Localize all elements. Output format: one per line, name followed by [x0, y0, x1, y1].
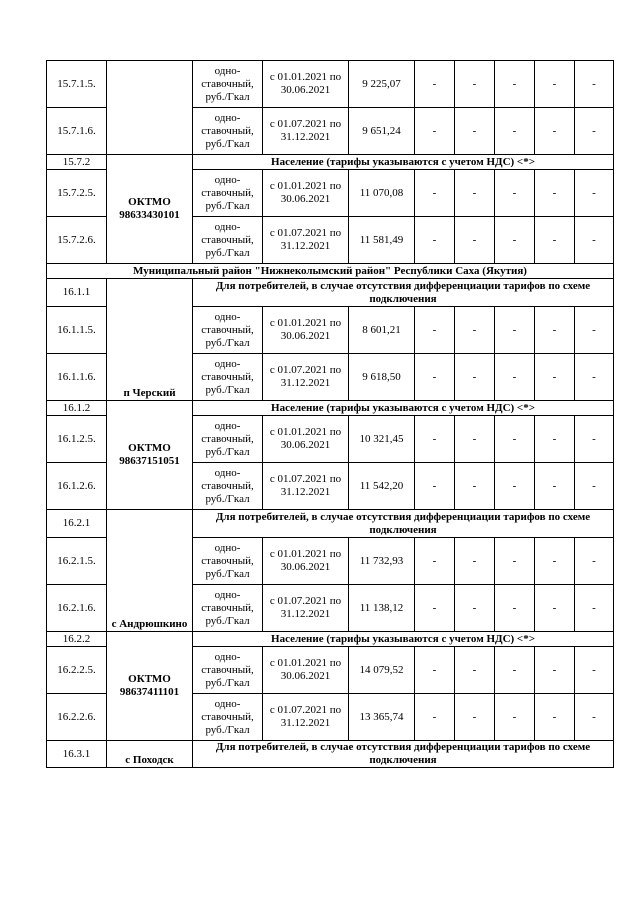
tariff-value: 11 542,20	[349, 463, 415, 510]
empty-cell: -	[415, 108, 455, 155]
tariff-value: 9 225,07	[349, 61, 415, 108]
tariff-value: 8 601,21	[349, 307, 415, 354]
section-header: Для потребителей, в случае отсутствия дифференциации тарифов по схеме подключения	[193, 510, 614, 538]
empty-cell: -	[575, 108, 614, 155]
tariff-table	[46, 60, 614, 768]
section-header: Население (тарифы указываются с учетом НДС) <*>	[193, 632, 614, 647]
tariff-type: одно-ставочный, руб./Гкал	[193, 170, 263, 217]
table-row	[47, 401, 614, 416]
section-header: Население (тарифы указываются с учетом НДС) <*>	[193, 401, 614, 416]
table-row	[47, 155, 614, 170]
empty-cell: -	[495, 307, 535, 354]
empty-cell: -	[415, 585, 455, 632]
tariff-period: с 01.07.2021 по 31.12.2021	[263, 463, 349, 510]
empty-cell: -	[575, 217, 614, 264]
tariff-type: одно-ставочный, руб./Гкал	[193, 307, 263, 354]
empty-cell: -	[415, 647, 455, 694]
row-code: 16.2.1.5.	[47, 538, 107, 585]
locality-cell	[107, 401, 193, 510]
row-code: 16.1.2.6.	[47, 463, 107, 510]
empty-cell: -	[575, 170, 614, 217]
table-row	[47, 279, 614, 307]
empty-cell: -	[535, 647, 575, 694]
tariff-value: 13 365,74	[349, 694, 415, 741]
section-header: Для потребителей, в случае отсутствия дифференциации тарифов по схеме подключения	[193, 741, 614, 768]
empty-cell: -	[415, 694, 455, 741]
empty-cell: -	[535, 463, 575, 510]
tariff-type: одно-ставочный, руб./Гкал	[193, 585, 263, 632]
tariff-period: с 01.07.2021 по 31.12.2021	[263, 354, 349, 401]
district-header: Муниципальный район "Нижнеколымский район" Республики Саха (Якутия)	[47, 264, 614, 279]
empty-cell: -	[415, 416, 455, 463]
empty-cell: -	[535, 108, 575, 155]
locality-cell	[107, 741, 193, 768]
tariff-period: с 01.01.2021 по 30.06.2021	[263, 307, 349, 354]
empty-cell: -	[455, 217, 495, 264]
empty-cell: -	[535, 538, 575, 585]
empty-cell: -	[495, 217, 535, 264]
table-row	[47, 632, 614, 647]
empty-cell: -	[535, 217, 575, 264]
empty-cell: -	[495, 170, 535, 217]
row-code: 15.7.1.6.	[47, 108, 107, 155]
empty-cell: -	[575, 61, 614, 108]
row-code: 16.2.1.6.	[47, 585, 107, 632]
empty-cell: -	[415, 217, 455, 264]
empty-cell: -	[575, 647, 614, 694]
empty-cell: -	[575, 416, 614, 463]
row-code: 16.1.2.5.	[47, 416, 107, 463]
locality-cell	[107, 155, 193, 264]
row-code: 16.2.2.6.	[47, 694, 107, 741]
locality-line: 98633430101	[119, 209, 180, 221]
empty-cell: -	[495, 463, 535, 510]
empty-cell: -	[535, 61, 575, 108]
tariff-value: 11 581,49	[349, 217, 415, 264]
empty-cell: -	[495, 416, 535, 463]
empty-cell: -	[535, 416, 575, 463]
tariff-period: с 01.07.2021 по 31.12.2021	[263, 217, 349, 264]
empty-cell: -	[455, 307, 495, 354]
empty-cell: -	[455, 694, 495, 741]
empty-cell: -	[495, 647, 535, 694]
empty-cell: -	[535, 170, 575, 217]
section-header: Население (тарифы указываются с учетом НДС) <*>	[193, 155, 614, 170]
empty-cell: -	[575, 694, 614, 741]
tariff-period: с 01.01.2021 по 30.06.2021	[263, 170, 349, 217]
table-row	[47, 264, 614, 279]
row-code: 16.2.2	[47, 632, 107, 647]
empty-cell: -	[415, 538, 455, 585]
empty-cell: -	[535, 354, 575, 401]
row-code: 16.1.1	[47, 279, 107, 307]
row-code: 15.7.1.5.	[47, 61, 107, 108]
empty-cell: -	[575, 463, 614, 510]
empty-cell: -	[455, 61, 495, 108]
tariff-type: одно-ставочный, руб./Гкал	[193, 416, 263, 463]
tariff-value: 9 651,24	[349, 108, 415, 155]
tariff-value: 11 732,93	[349, 538, 415, 585]
tariff-type: одно-ставочный, руб./Гкал	[193, 538, 263, 585]
row-code: 16.1.1.5.	[47, 307, 107, 354]
locality-line: 98637151051	[119, 455, 180, 467]
empty-cell: -	[455, 354, 495, 401]
table-row	[47, 61, 614, 108]
empty-cell: -	[415, 170, 455, 217]
tariff-type: одно-ставочный, руб./Гкал	[193, 463, 263, 510]
tariff-value: 11 070,08	[349, 170, 415, 217]
locality-cell	[107, 510, 193, 632]
tariff-type: одно-ставочный, руб./Гкал	[193, 647, 263, 694]
empty-cell: -	[415, 61, 455, 108]
locality-cell	[107, 279, 193, 401]
empty-cell: -	[575, 538, 614, 585]
empty-cell: -	[535, 307, 575, 354]
row-code: 16.3.1	[47, 741, 107, 768]
empty-cell: -	[575, 354, 614, 401]
empty-cell: -	[535, 585, 575, 632]
locality-cell	[107, 632, 193, 741]
empty-cell: -	[455, 170, 495, 217]
tariff-type: одно-ставочный, руб./Гкал	[193, 108, 263, 155]
empty-cell: -	[455, 538, 495, 585]
table-row	[47, 741, 614, 768]
empty-cell: -	[455, 647, 495, 694]
tariff-value: 10 321,45	[349, 416, 415, 463]
tariff-value: 14 079,52	[349, 647, 415, 694]
row-code: 15.7.2.5.	[47, 170, 107, 217]
tariff-value: 9 618,50	[349, 354, 415, 401]
empty-cell: -	[455, 416, 495, 463]
locality-cell	[107, 61, 193, 155]
tariff-period: с 01.01.2021 по 30.06.2021	[263, 647, 349, 694]
empty-cell: -	[415, 463, 455, 510]
tariff-type: одно-ставочный, руб./Гкал	[193, 61, 263, 108]
empty-cell: -	[455, 463, 495, 510]
tariff-period: с 01.07.2021 по 31.12.2021	[263, 694, 349, 741]
row-code: 16.1.2	[47, 401, 107, 416]
section-header: Для потребителей, в случае отсутствия дифференциации тарифов по схеме подключения	[193, 279, 614, 307]
locality-line: ОКТМО	[128, 442, 171, 454]
empty-cell: -	[415, 354, 455, 401]
tariff-value: 11 138,12	[349, 585, 415, 632]
table-row	[47, 510, 614, 538]
row-code: 16.2.2.5.	[47, 647, 107, 694]
tariff-type: одно-ставочный, руб./Гкал	[193, 217, 263, 264]
locality-line: 98637411101	[119, 686, 180, 698]
empty-cell: -	[535, 694, 575, 741]
empty-cell: -	[455, 108, 495, 155]
tariff-type: одно-ставочный, руб./Гкал	[193, 354, 263, 401]
tariff-period: с 01.01.2021 по 30.06.2021	[263, 416, 349, 463]
tariff-period: с 01.07.2021 по 31.12.2021	[263, 108, 349, 155]
empty-cell: -	[495, 354, 535, 401]
row-code: 15.7.2	[47, 155, 107, 170]
empty-cell: -	[575, 585, 614, 632]
empty-cell: -	[455, 585, 495, 632]
locality-line: ОКТМО	[128, 196, 171, 208]
row-code: 16.2.1	[47, 510, 107, 538]
locality-line: п Черский	[123, 387, 176, 399]
empty-cell: -	[495, 108, 535, 155]
empty-cell: -	[495, 585, 535, 632]
row-code: 16.1.1.6.	[47, 354, 107, 401]
empty-cell: -	[495, 61, 535, 108]
row-code: 15.7.2.6.	[47, 217, 107, 264]
empty-cell: -	[415, 307, 455, 354]
tariff-period: с 01.01.2021 по 30.06.2021	[263, 61, 349, 108]
locality-line: с Походск	[125, 754, 174, 766]
tariff-type: одно-ставочный, руб./Гкал	[193, 694, 263, 741]
tariff-period: с 01.07.2021 по 31.12.2021	[263, 585, 349, 632]
empty-cell: -	[575, 307, 614, 354]
empty-cell: -	[495, 538, 535, 585]
locality-line: с Андрюшкино	[111, 618, 188, 630]
locality-line: ОКТМО	[128, 673, 171, 685]
tariff-period: с 01.01.2021 по 30.06.2021	[263, 538, 349, 585]
empty-cell: -	[495, 694, 535, 741]
